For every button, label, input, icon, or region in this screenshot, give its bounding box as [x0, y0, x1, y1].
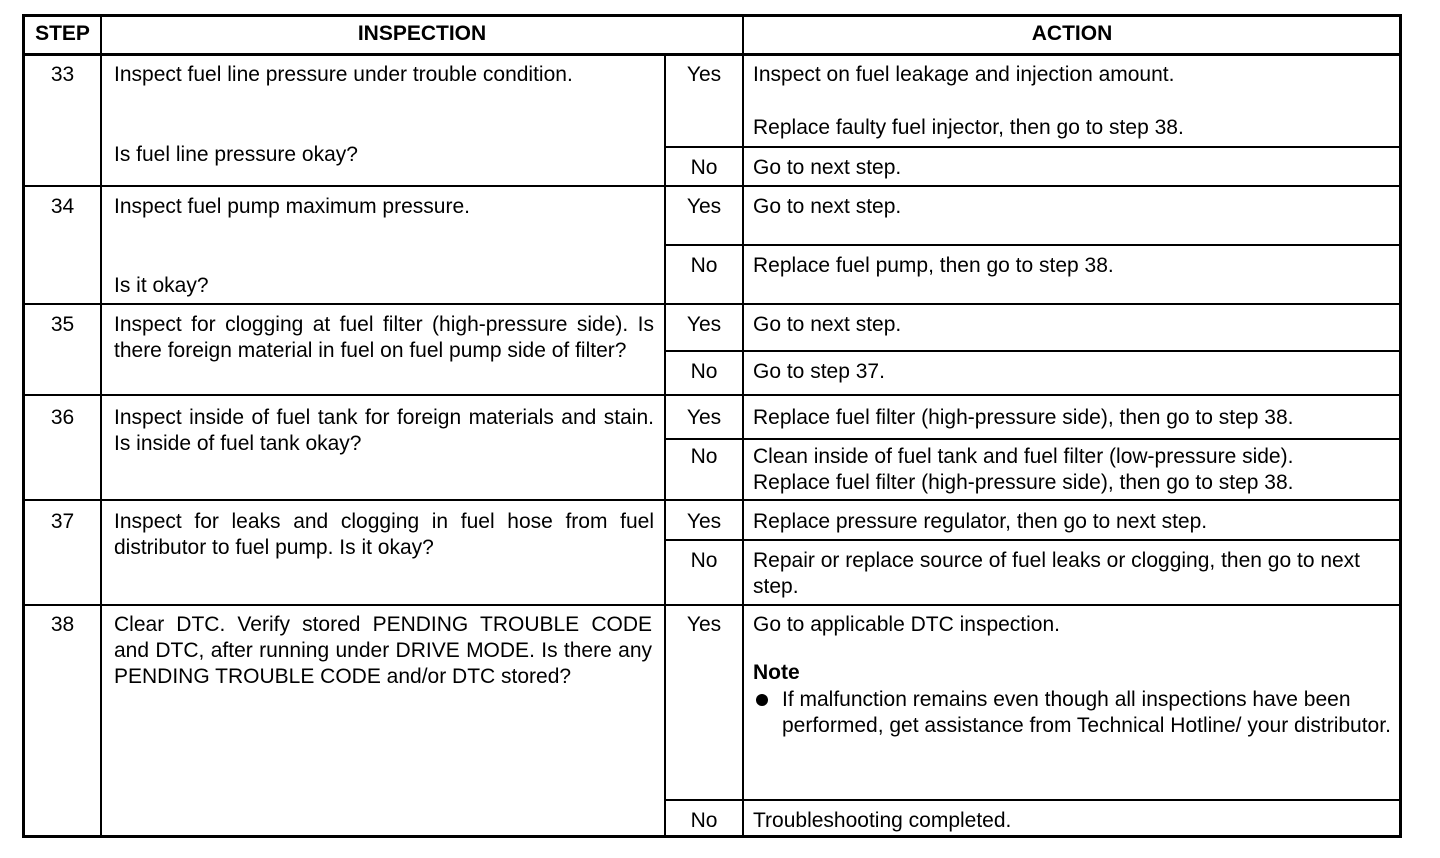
- yes-action: Go to next step.: [753, 313, 902, 336]
- yes-label: Yes: [686, 510, 722, 533]
- row-36-bottom: [22, 499, 1402, 501]
- inspection-question: Is it okay?: [114, 274, 209, 297]
- yes-action: Go to applicable DTC inspection.: [753, 613, 1060, 636]
- bullet-icon: [756, 694, 768, 706]
- divider-yn-action: [742, 54, 744, 838]
- header-inspection: INSPECTION: [357, 22, 487, 45]
- no-action: Repair or replace source of fuel leaks or clogging, then go to next step.: [753, 549, 1361, 598]
- step-number: 36: [50, 406, 75, 429]
- row-38-split: [664, 799, 1402, 801]
- inspection-text: Inspect inside of fuel tank for foreign materials and stain. Is inside of fuel tank okay?: [114, 406, 654, 455]
- note-title: Note: [753, 661, 800, 684]
- yes-label: Yes: [686, 63, 722, 86]
- row-34-bottom: [22, 303, 1402, 305]
- yes-action: Inspect on fuel leakage and injection amount.: [753, 63, 1175, 86]
- step-number: 34: [50, 195, 75, 218]
- step-number: 33: [50, 63, 75, 86]
- row-37-bottom: [22, 604, 1402, 606]
- no-label: No: [690, 360, 718, 383]
- no-action: Troubleshooting completed.: [753, 809, 1012, 832]
- yes-action-2: Replace faulty fuel injector, then go to step 38.: [753, 116, 1184, 139]
- no-action: Go to step 37.: [753, 360, 885, 383]
- row-33-bottom: [22, 185, 1402, 187]
- yes-label: Yes: [686, 313, 722, 336]
- no-label: No: [690, 445, 718, 468]
- no-action: Replace fuel pump, then go to step 38.: [753, 254, 1114, 277]
- no-action: Clean inside of fuel tank and fuel filter (low-pressure side).: [753, 445, 1294, 468]
- step-number: 38: [50, 613, 75, 636]
- no-action: Go to next step.: [753, 156, 902, 179]
- header-action: ACTION: [1031, 22, 1113, 45]
- yes-action: Go to next step.: [753, 195, 902, 218]
- row-36-split: [664, 438, 1402, 440]
- inspection-text: Inspect for clogging at fuel filter (high-pressure side). Is there foreign material in fuel on fuel pump side of filter?: [114, 313, 654, 362]
- no-label: No: [690, 156, 718, 179]
- no-label: No: [690, 254, 718, 277]
- yes-label: Yes: [686, 195, 722, 218]
- no-label: No: [690, 809, 718, 832]
- note-text: If malfunction remains even though all inspections have been performed, get assistance from Technical Hotline/ your distributor.: [782, 688, 1391, 737]
- header-step: STEP: [35, 22, 90, 45]
- yes-label: Yes: [686, 406, 722, 429]
- inspection-question: Is fuel line pressure okay?: [114, 143, 358, 166]
- header-bottom-line: [22, 53, 1402, 56]
- inspection-text: Clear DTC. Verify stored PENDING TROUBLE CODE and DTC, after running under DRIVE MODE. Is there any PENDING TROUBLE CODE and/or DTC stored?: [114, 613, 652, 688]
- row-35-split: [664, 350, 1402, 352]
- no-action-2: Replace fuel filter (high-pressure side), then go to step 38.: [753, 471, 1294, 494]
- row-35-bottom: [22, 394, 1402, 396]
- inspection-text: Inspect fuel line pressure under trouble condition.: [114, 63, 573, 86]
- row-34-split: [664, 244, 1402, 246]
- troubleshooting-table: [22, 14, 1402, 838]
- divider-step: [100, 14, 102, 838]
- inspection-text: Inspect fuel pump maximum pressure.: [114, 195, 470, 218]
- yes-label: Yes: [686, 613, 722, 636]
- no-label: No: [690, 549, 718, 572]
- row-37-split: [664, 539, 1402, 541]
- yes-action: Replace fuel filter (high-pressure side), then go to step 38.: [753, 406, 1294, 429]
- inspection-text: Inspect for leaks and clogging in fuel hose from fuel distributor to fuel pump. Is it okay?: [114, 510, 654, 559]
- step-number: 37: [50, 510, 75, 533]
- row-33-split: [664, 146, 1402, 148]
- step-number: 35: [50, 313, 75, 336]
- yes-action: Replace pressure regulator, then go to next step.: [753, 510, 1208, 533]
